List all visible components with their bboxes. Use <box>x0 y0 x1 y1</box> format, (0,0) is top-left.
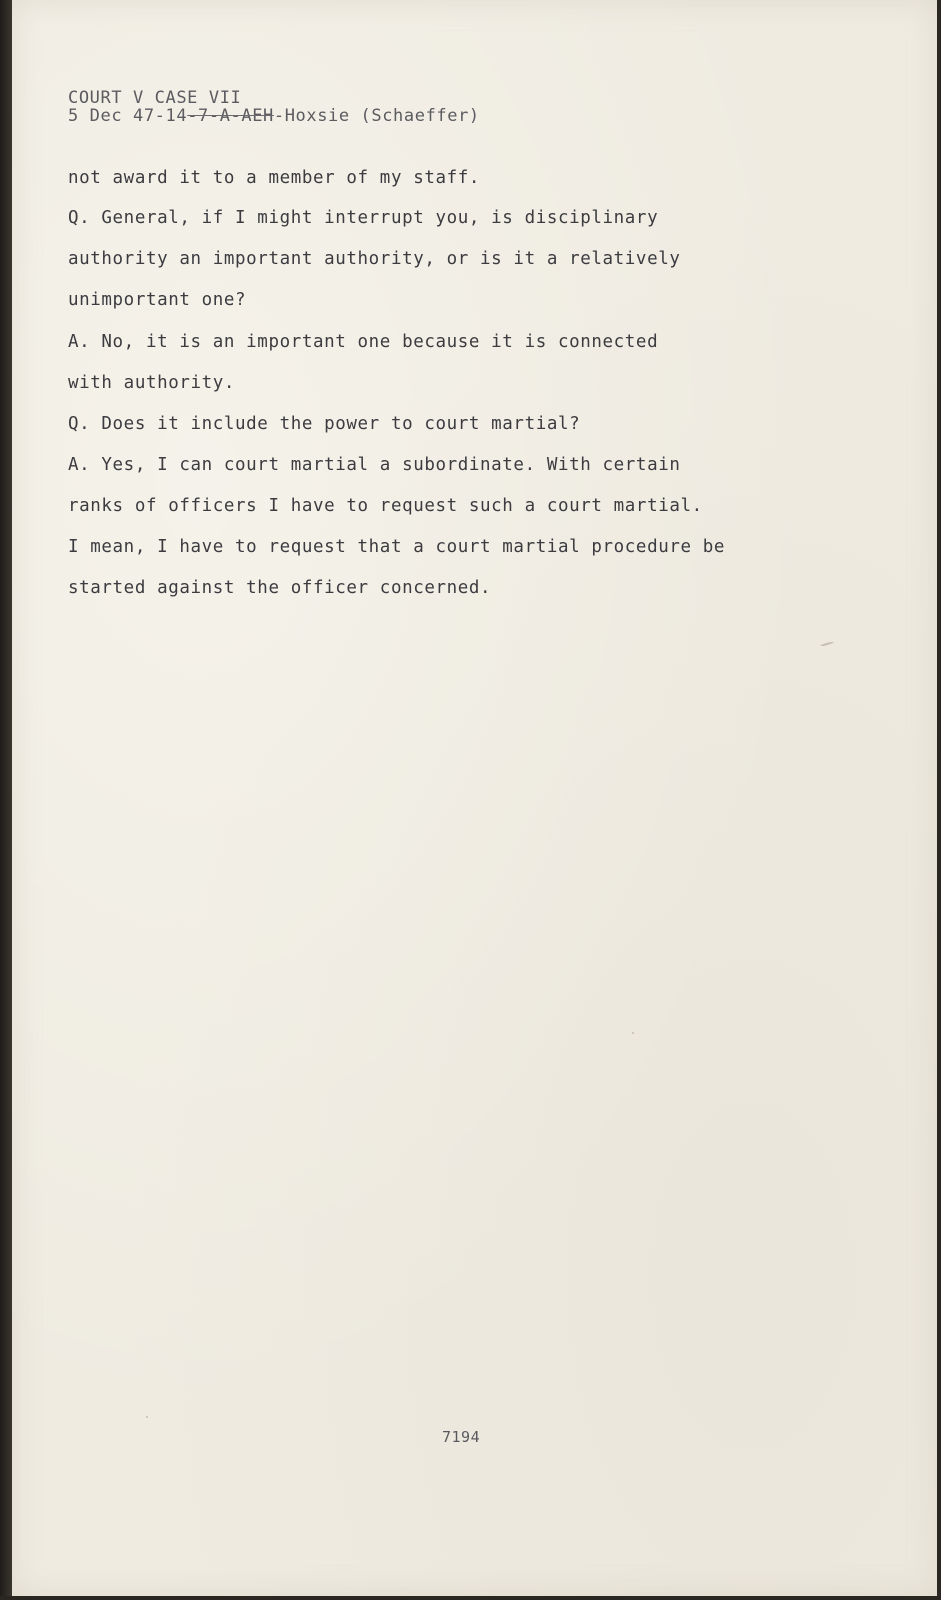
transcript-line-10: I mean, I have to request that a court martial procedure be <box>68 537 726 557</box>
header-reporter-names: -Hoxsie (Schaeffer) <box>273 106 480 126</box>
transcript-line-2: Q. General, if I might interrupt you, is disciplinary <box>68 208 659 228</box>
transcript-line-1: not award it to a member of my staff. <box>68 168 481 188</box>
header-struck-reference: -7-A-AEH <box>187 106 274 126</box>
transcript-line-3: authority an important authority, or is it a relatively <box>68 249 681 269</box>
page-number: 7194 <box>442 1428 481 1446</box>
transcript-line-5: A. No, it is an important one because it is connected <box>68 332 659 352</box>
header-court-case <box>68 88 241 108</box>
header-date-reference <box>68 106 480 126</box>
paper-speck <box>632 1032 634 1034</box>
transcript-line-6: with authority. <box>68 373 236 393</box>
transcript-line-9: ranks of officers I have to request such a court martial. <box>68 496 703 516</box>
header-court-case-text: COURT V CASE VII <box>68 88 242 108</box>
paper-speck <box>820 641 834 647</box>
document-page <box>12 0 937 1596</box>
scan-bottom-edge <box>0 1596 941 1600</box>
header-date-prefix: 5 Dec 47-14 <box>68 106 188 126</box>
transcript-line-7: Q. Does it include the power to court martial? <box>68 414 581 434</box>
transcript-line-4: unimportant one? <box>68 290 247 310</box>
scan-left-edge <box>0 0 12 1600</box>
paper-speck <box>146 1416 148 1418</box>
transcript-line-11: started against the officer concerned. <box>68 578 492 598</box>
transcript-line-8: A. Yes, I can court martial a subordinate. With certain <box>68 455 681 475</box>
